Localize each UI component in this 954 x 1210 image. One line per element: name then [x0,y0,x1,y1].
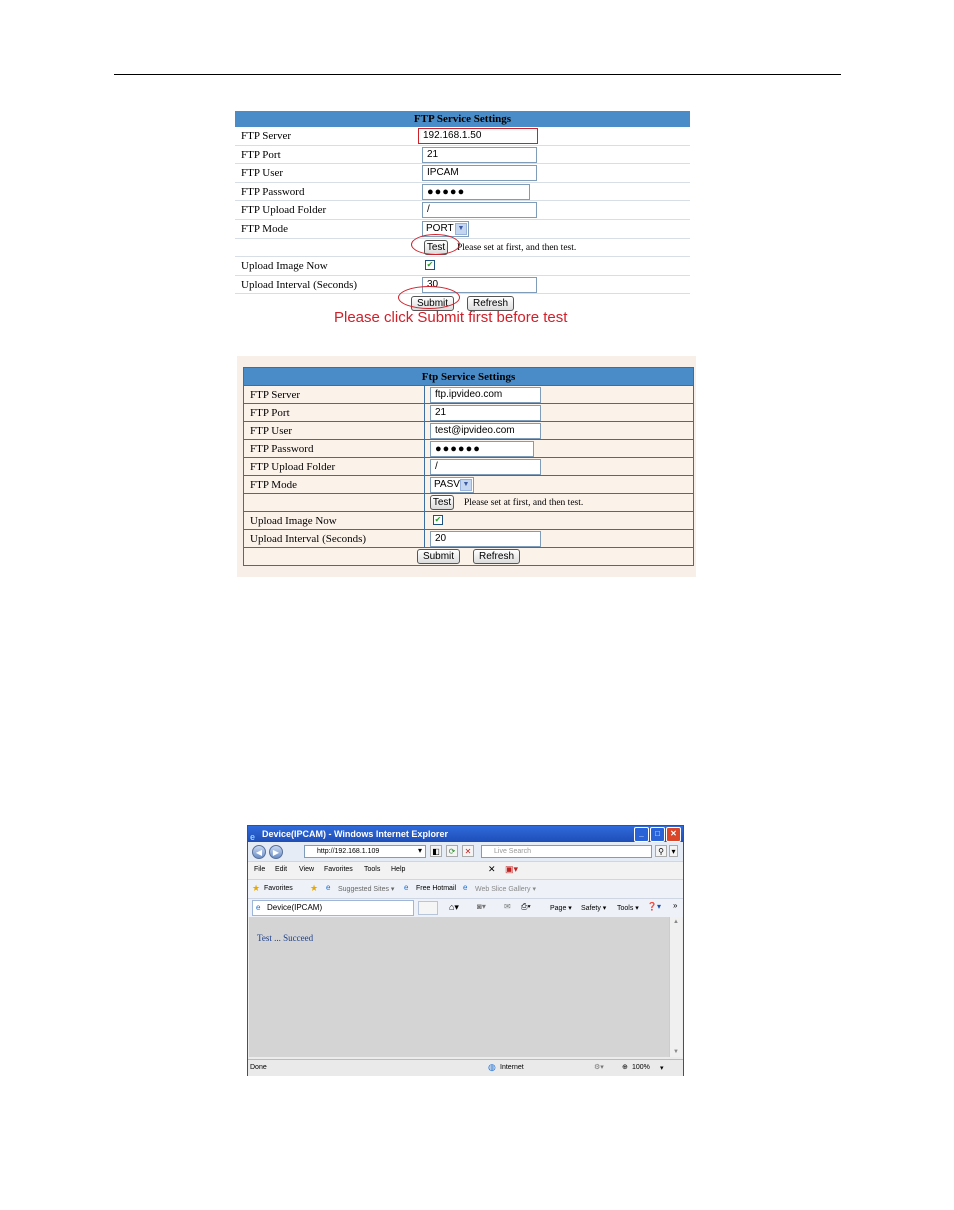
refresh-icon[interactable]: ⟳ [446,845,458,857]
fav-free-hotmail[interactable]: Free Hotmail [416,885,457,892]
label-ftp-port: FTP Port [250,407,290,419]
refresh-button[interactable]: Refresh [467,296,514,311]
label-ftp-user: FTP User [250,425,293,437]
menu-tools[interactable]: Tools [364,866,381,873]
feeds-icon[interactable]: ◙▾ [477,902,486,911]
address-bar [248,842,683,861]
menu-file[interactable]: File [254,866,266,873]
label-upload-now: Upload Image Now [241,260,328,273]
panel-title: Ftp Service Settings [244,368,693,386]
tool-tools[interactable]: Tools ▾ [617,905,639,912]
ftp-settings-panel-1 [235,111,690,312]
ftp-mode-value: PORT [426,222,454,234]
label-ftp-server: FTP Server [241,130,292,142]
row-ftp-port [235,146,690,165]
url-input[interactable]: http://192.168.1.109 [304,845,426,858]
chevron-down-icon: ▼ [460,479,472,491]
annotation-text: Please click Submit first before test [334,309,568,326]
ftp-settings-panel-2-background [237,356,696,577]
search-icon[interactable]: ⚲ [655,845,667,857]
ftp-user-input[interactable]: test@ipvideo.com [430,423,541,439]
ftp-server-input[interactable]: 192.168.1.50 [418,128,538,144]
row-ftp-mode [235,220,690,239]
tool-safety[interactable]: Safety ▾ [581,905,607,912]
submit-button[interactable]: Submit [417,549,460,564]
chevron-down-icon[interactable]: ▾ [660,1065,664,1072]
label-ftp-user: FTP User [241,167,284,180]
label-ftp-server: FTP Server [250,389,301,401]
submit-button[interactable]: Submit [411,296,454,311]
upload-interval-input[interactable]: 30 [422,277,537,293]
row-test [244,494,693,512]
header-rule [114,74,841,75]
row-upload-now [244,512,693,530]
ftp-folder-input[interactable]: / [430,459,541,475]
menu-edit[interactable]: Edit [275,866,288,873]
ftp-port-input[interactable]: 21 [430,405,541,421]
status-text: Done [250,1064,267,1071]
ftp-port-input[interactable]: 21 [422,147,537,163]
test-button[interactable]: Test [430,495,454,510]
row-test [235,239,690,258]
row-ftp-server [235,127,690,146]
menu-favorites[interactable]: Favorites [324,866,353,873]
row-upload-now [235,257,690,276]
upload-now-checkbox[interactable]: ✔ [426,260,434,270]
minimize-icon[interactable]: _ [634,827,649,842]
tool-page[interactable]: Page ▾ [550,905,572,912]
back-icon[interactable]: ◀ [252,845,266,859]
ie-logo-icon: e [326,883,331,892]
add-favorites-icon[interactable]: ★ [310,883,319,893]
maximize-icon[interactable]: □ [650,827,665,842]
menu-help[interactable]: Help [391,866,406,873]
favorites-bar [248,879,683,898]
row-ftp-mode [244,476,693,494]
ie-logo-icon: e [463,883,468,892]
chevron-down-icon[interactable]: ▾ [417,846,422,855]
fav-suggested-sites[interactable]: Suggested Sites ▾ [338,886,395,893]
label-ftp-mode: FTP Mode [241,222,288,235]
page-content [249,917,669,1057]
ie-logo-icon: e [250,832,256,842]
ftp-mode-select[interactable] [430,477,474,493]
ftp-password-input[interactable]: ●●●●●● [430,441,534,457]
chevron-down-icon[interactable]: ▾ [669,845,678,857]
title-bar [248,826,683,842]
label-upload-now: Upload Image Now [250,515,337,527]
ftp-settings-panel-2 [243,367,694,566]
browser-window [247,825,684,1076]
tab-bar [248,898,683,917]
row-upload-interval [244,530,693,548]
label-ftp-folder: FTP Upload Folder [241,204,327,217]
row-ftp-user [235,164,690,183]
print-icon[interactable]: ⎙▾ [521,902,531,911]
ftp-folder-input[interactable]: / [422,202,537,218]
zoom-level[interactable]: 100% [632,1064,650,1071]
favorites-button[interactable]: Favorites [264,885,293,892]
menu-bar [248,861,683,879]
panel-title: FTP Service Settings [235,111,690,127]
home-icon[interactable]: ⌂▾ [449,902,459,912]
globe-icon: ◍ [488,1062,496,1072]
ftp-password-input[interactable]: ●●●●● [422,184,530,200]
status-bar [248,1059,683,1076]
window-title: Device(IPCAM) - Windows Internet Explorer [262,829,448,839]
convert-icon[interactable]: ▣▾ [505,864,519,874]
stop-icon[interactable]: ✕ [462,845,474,857]
test-button[interactable]: Test [424,240,448,255]
ftp-user-input[interactable]: IPCAM [422,165,537,181]
row-ftp-user [244,422,693,440]
label-ftp-port: FTP Port [241,148,281,161]
search-input[interactable]: Live Search [481,845,652,858]
label-ftp-folder: FTP Upload Folder [250,461,336,473]
label-ftp-mode: FTP Mode [250,479,297,491]
scroll-up-icon[interactable]: ▲ [673,919,679,925]
row-ftp-folder [244,458,693,476]
compatibility-icon[interactable]: ◧ [430,845,442,857]
test-hint: Please set at first, and then test. [457,242,577,253]
chevron-right-icon[interactable]: » [673,901,678,910]
row-ftp-password [235,183,690,202]
help-icon[interactable]: ❓▾ [647,902,661,911]
chevron-down-icon: ▼ [455,223,467,235]
new-tab-button[interactable] [418,901,438,915]
label-ftp-password: FTP Password [250,443,314,455]
mail-icon[interactable]: ✉ [504,902,511,911]
ftp-mode-value: PASV [434,479,460,490]
row-ftp-folder [235,201,690,220]
security-zone: Internet [500,1064,524,1071]
test-hint: Please set at first, and then test. [464,498,584,508]
submit-highlight-ellipse [398,286,460,309]
refresh-button[interactable]: Refresh [473,549,520,564]
zoom-icon[interactable]: ⊕ [622,1064,628,1071]
menu-view[interactable]: View [299,866,315,873]
upload-interval-input[interactable]: 20 [430,531,541,547]
ie-logo-icon: e [404,883,409,892]
upload-now-checkbox[interactable]: ✔ [434,515,442,524]
close-icon[interactable]: ✕ [488,864,496,874]
fav-web-slice-gallery[interactable]: Web Slice Gallery ▾ [475,886,536,893]
row-ftp-server [244,386,693,404]
tab-label: Device(IPCAM) [267,903,323,912]
forward-icon[interactable]: ▶ [269,845,283,859]
row-upload-interval [235,276,690,295]
label-upload-interval: Upload Interval (Seconds) [241,278,358,291]
row-ftp-port [244,404,693,422]
ie-logo-icon: e [256,903,261,912]
protected-mode-icon[interactable]: ⚙▾ [594,1064,604,1071]
ftp-server-input[interactable]: ftp.ipvideo.com [430,387,541,403]
test-highlight-ellipse [411,234,460,255]
row-ftp-password [244,440,693,458]
result-message: Test ... Succeed [257,933,314,943]
scroll-down-icon[interactable]: ▼ [673,1049,679,1055]
label-upload-interval: Upload Interval (Seconds) [250,533,367,545]
close-icon[interactable]: ✕ [666,827,681,842]
star-icon: ★ [252,883,261,893]
vertical-scrollbar[interactable] [669,917,682,1057]
label-ftp-password: FTP Password [241,185,305,198]
tab-device[interactable] [252,900,414,916]
row-actions [244,548,693,565]
